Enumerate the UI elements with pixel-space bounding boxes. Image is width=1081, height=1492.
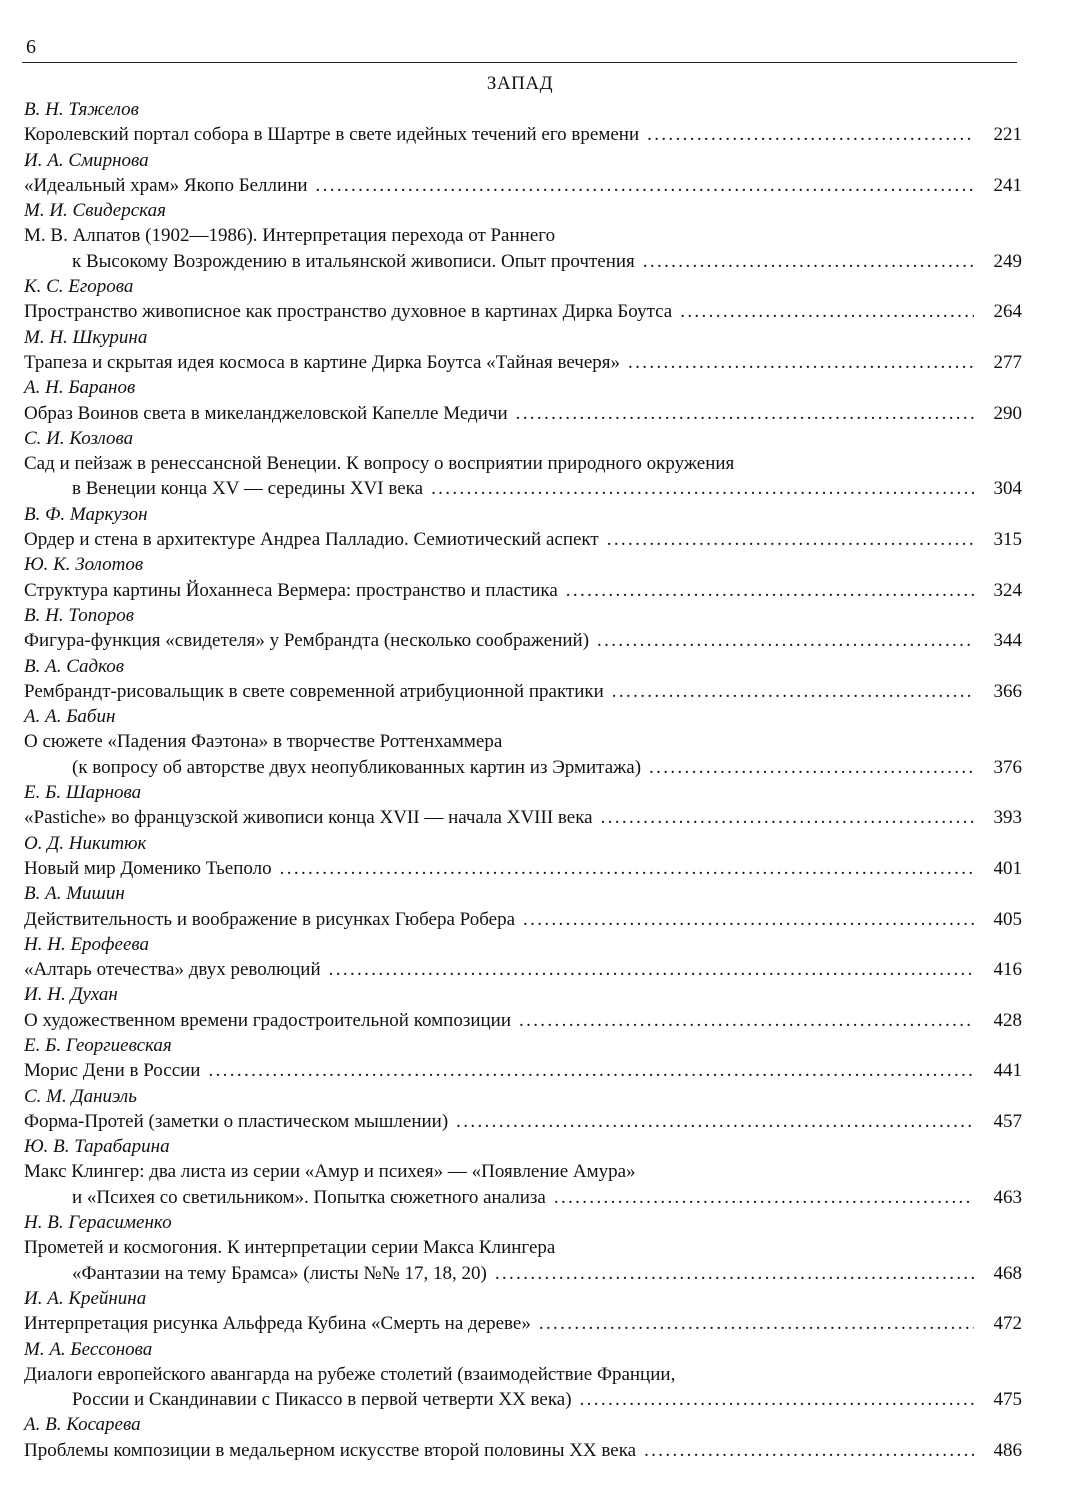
entry-page-number: 401	[993, 857, 1022, 879]
toc-entry	[24, 1412, 1022, 1463]
page-number: 6	[26, 36, 36, 58]
entry-title-first-line: О сюжете «Падения Фаэтона» в творчестве Роттенхаммера	[24, 731, 503, 753]
entry-page-number: 221	[993, 124, 1022, 146]
entry-author: К. С. Егорова	[24, 276, 134, 298]
entry-title: (к вопросу об авторстве двух неопубликованных картин из Эрмитажа)	[72, 756, 642, 778]
toc-entry	[24, 1084, 1022, 1135]
entry-page-number: 393	[993, 807, 1022, 829]
toc-entry	[24, 274, 1022, 325]
section-title: ЗАПАД	[486, 73, 554, 94]
entry-author: О. Д. Никитюк	[24, 832, 147, 854]
entry-page-number: 428	[993, 1009, 1022, 1031]
toc-entry	[24, 654, 1022, 705]
dot-leader	[554, 1185, 974, 1210]
entry-page-number: 468	[993, 1262, 1022, 1284]
dot-leader	[523, 907, 974, 932]
entry-title: Структура картины Йоханнеса Вермера: пространство и пластика	[24, 579, 558, 601]
entry-title: к Высокому Возрождению в итальянской живописи. Опыт прочтения	[72, 250, 635, 272]
entry-title: «Идеальный храм» Якопо Беллини	[24, 174, 308, 196]
entry-page-number: 472	[993, 1313, 1022, 1335]
toc-entry	[24, 932, 1022, 983]
entry-title-first-line: М. В. Алпатов (1902—1986). Интерпретация перехода от Раннего	[24, 225, 556, 247]
dot-leader	[329, 957, 974, 982]
header-rule	[22, 62, 1017, 63]
dot-leader	[316, 173, 974, 198]
entry-title: «Фантазии на тему Брамса» (листы №№ 17, 18, 20)	[72, 1262, 487, 1284]
entry-page-number: 324	[993, 579, 1022, 601]
entry-author: М. И. Свидерская	[24, 200, 166, 222]
entry-title: в Венеции конца XV — середины XVI века	[72, 478, 424, 500]
toc-entry	[24, 325, 1022, 376]
entry-title: Морис Дени в России	[24, 1060, 201, 1082]
toc-entry	[24, 1033, 1022, 1084]
dot-leader	[519, 1008, 974, 1033]
toc-entry	[24, 1134, 1022, 1210]
entry-title: Действительность и воображение в рисунках Гюбера Робера	[24, 908, 516, 930]
entry-page-number: 315	[993, 529, 1022, 551]
toc-entry	[24, 1286, 1022, 1337]
entry-title: Образ Воинов света в микеланджеловской Капелле Медичи	[24, 402, 508, 424]
entry-author: А. А. Бабин	[24, 706, 116, 728]
entry-page-number: 277	[993, 351, 1022, 373]
entry-author: М. А. Бессонова	[24, 1338, 153, 1360]
entry-title: Ордер и стена в архитектуре Андреа Палладио. Семиотический аспект	[24, 529, 599, 551]
toc-entry	[24, 1210, 1022, 1286]
toc-entry	[24, 982, 1022, 1033]
entry-page-number: 475	[993, 1389, 1022, 1411]
dot-leader	[580, 1387, 974, 1412]
entry-author: М. Н. Шкурина	[24, 326, 148, 348]
toc-entry	[24, 780, 1022, 831]
dot-leader	[643, 249, 974, 274]
entry-page-number: 241	[993, 174, 1022, 196]
entry-author: Н. В. Герасименко	[24, 1212, 172, 1234]
entry-page-number: 405	[993, 908, 1022, 930]
entry-title-first-line: Сад и пейзаж в ренессансной Венеции. К вопросу о восприятии природного окружения	[24, 453, 735, 475]
toc-entry	[24, 198, 1022, 274]
entry-title-first-line: Прометей и космогония. К интерпретации серии Макса Клингера	[24, 1237, 556, 1259]
entry-page-number: 249	[993, 250, 1022, 272]
entry-title-first-line: Диалоги европейского авангарда на рубеже столетий (взаимодействие Франции,	[24, 1363, 676, 1385]
entry-author: Н. Н. Ерофеева	[24, 933, 150, 955]
entry-title: Форма-Протей (заметки о пластическом мышлении)	[24, 1110, 449, 1132]
toc-entry	[24, 704, 1022, 780]
toc-entry	[24, 603, 1022, 654]
dot-leader	[495, 1261, 974, 1286]
entry-author: С. И. Козлова	[24, 427, 134, 449]
entry-title: «Алтарь отечества» двух революций	[24, 959, 321, 981]
dot-leader	[516, 401, 974, 426]
dot-leader	[539, 1311, 974, 1336]
entry-author: А. Н. Баранов	[24, 377, 136, 399]
entry-title: Интерпретация рисунка Альфреда Кубина «Смерть на дереве»	[24, 1313, 531, 1335]
entry-page-number: 264	[993, 301, 1022, 323]
entry-author: В. А. Мишин	[24, 883, 125, 905]
dot-leader	[280, 856, 974, 881]
entry-author: Е. Б. Шарнова	[24, 782, 142, 804]
entry-title: Фигура-функция «свидетеля» у Рембрандта (несколько соображений)	[24, 630, 590, 652]
entry-title: Новый мир Доменико Тьеполо	[24, 857, 272, 879]
table-of-contents	[24, 97, 1022, 1463]
entry-author: А. В. Косарева	[24, 1414, 141, 1436]
dot-leader	[612, 679, 974, 704]
dot-leader	[644, 1438, 974, 1463]
entry-title-first-line: Макс Клингер: два листа из серии «Амур и психея» — «Появление Амура»	[24, 1161, 636, 1183]
dot-leader	[647, 122, 974, 147]
entry-author: В. Н. Топоров	[24, 604, 134, 626]
entry-title: «Pastiche» во французской живописи конца XVII — начала XVIII века	[24, 807, 593, 829]
entry-page-number: 486	[993, 1439, 1022, 1461]
entry-title: Рембрандт-рисовальщик в свете современной атрибуционной практики	[24, 680, 604, 702]
entry-author: Е. Б. Георгиевская	[24, 1034, 172, 1056]
dot-leader	[456, 1109, 974, 1134]
toc-entry	[24, 831, 1022, 882]
entry-title: Проблемы композиции в медальерном искусстве второй половины XX века	[24, 1439, 637, 1461]
entry-title: Королевский портал собора в Шартре в свете идейных течений его времени	[24, 124, 640, 146]
toc-entry	[24, 1337, 1022, 1413]
entry-title: и «Психея со светильником». Попытка сюжетного анализа	[72, 1186, 546, 1208]
entry-author: И. Н. Духан	[24, 984, 118, 1006]
toc-entry	[24, 552, 1022, 603]
dot-leader	[607, 527, 974, 552]
toc-entry	[24, 375, 1022, 426]
entry-title: О художественном времени градостроительной композиции	[24, 1009, 511, 1031]
dot-leader	[431, 476, 974, 501]
dot-leader	[628, 350, 974, 375]
entry-author: Ю. В. Тарабарина	[24, 1136, 170, 1158]
entry-page-number: 366	[993, 680, 1022, 702]
toc-entry	[24, 426, 1022, 502]
entry-author: С. М. Даниэль	[24, 1085, 137, 1107]
dot-leader	[597, 628, 974, 653]
entry-author: Ю. К. Золотов	[24, 554, 144, 576]
entry-page-number: 441	[993, 1060, 1022, 1082]
entry-page-number: 376	[993, 756, 1022, 778]
entry-title: России и Скандинавии с Пикассо в первой четверти XX века)	[72, 1389, 572, 1411]
entry-author: В. А. Садков	[24, 655, 125, 677]
entry-author: И. А. Крейнина	[24, 1287, 147, 1309]
entry-page-number: 457	[993, 1110, 1022, 1132]
toc-entry	[24, 502, 1022, 553]
entry-author: В. Н. Тяжелов	[24, 99, 139, 120]
entry-page-number: 304	[993, 478, 1022, 500]
entry-title: Пространство живописное как пространство духовное в картинах Дирка Боутса	[24, 301, 673, 323]
entry-page-number: 463	[993, 1186, 1022, 1208]
entry-page-number: 290	[993, 402, 1022, 424]
toc-entry	[24, 881, 1022, 932]
dot-leader	[566, 578, 974, 603]
entry-page-number: 344	[993, 630, 1022, 652]
entry-author: В. Ф. Маркузон	[24, 503, 148, 525]
entry-page-number: 416	[993, 959, 1022, 981]
dot-leader	[208, 1058, 974, 1083]
entry-title: Трапеза и скрытая идея космоса в картине Дирка Боутса «Тайная вечеря»	[24, 351, 621, 373]
dot-leader	[649, 755, 974, 780]
dot-leader	[680, 299, 974, 324]
entry-author: И. А. Смирнова	[24, 149, 149, 171]
toc-entry	[24, 97, 1022, 148]
dot-leader	[601, 805, 974, 830]
toc-entry	[24, 148, 1022, 199]
